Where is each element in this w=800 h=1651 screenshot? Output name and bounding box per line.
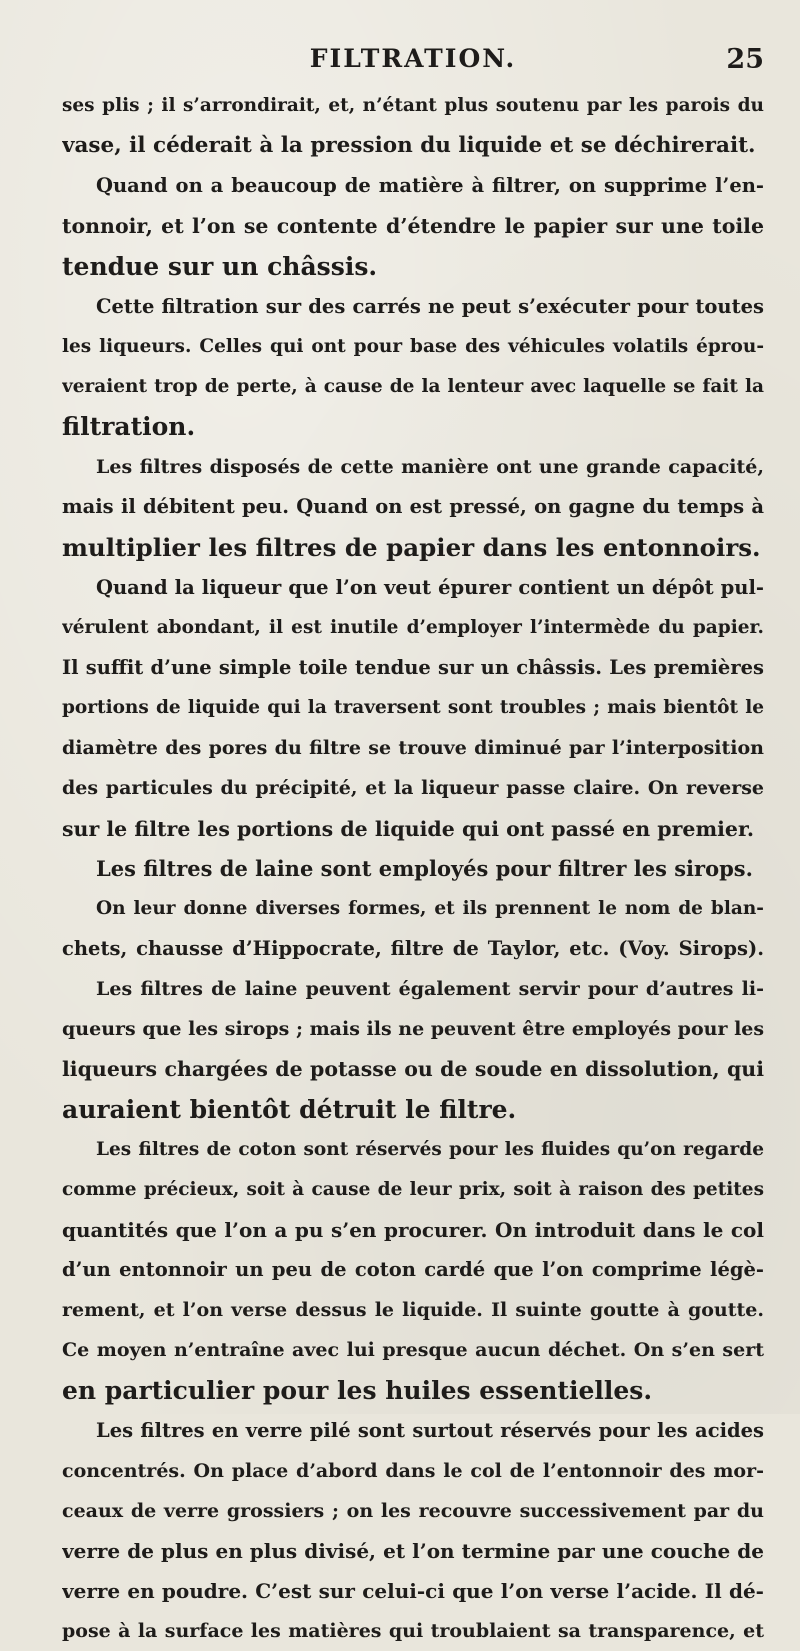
text-line: verre en poudre. C’est sur celui-ci que l’on verse l’acide. Il dé- [62, 1579, 764, 1604]
text-line: rement, et l’on verse dessus le liquide. Il suinte goutte à goutte. [62, 1299, 764, 1322]
text-line: des particules du précipité, et la liqueur passe claire. On reverse [62, 777, 764, 800]
text-line: verre de plus en plus divisé, et l’on termine par une couche de [62, 1539, 764, 1564]
text-line: Ce moyen n’entraîne avec lui presque aucun déchet. On s’en sert [62, 1339, 764, 1362]
body-text [62, 86, 764, 1651]
text-line: pose à la surface les matières qui troublaient sa transparence, et [62, 1620, 764, 1643]
text-line: Les filtres de laine sont employés pour filtrer les sirops. [96, 855, 753, 881]
text-line: On leur donne diverses formes, et ils prennent le nom de blan- [96, 897, 764, 919]
text-line: veraient trop de perte, à cause de la lenteur avec laquelle se fait la [62, 375, 764, 397]
running-head: FILTRATION. [309, 44, 517, 73]
text-line: vérulent abondant, il est inutile d’employer l’intermède du papier. [62, 616, 764, 638]
text-line: en particulier pour les huiles essentielles. [62, 1375, 653, 1405]
page-header [62, 44, 764, 84]
text-line: Quand on a beaucoup de matière à filtrer, on supprime l’en- [96, 174, 764, 198]
text-line: quantités que l’on a pu s’en procurer. On introduit dans le col [62, 1217, 764, 1242]
text-line: liqueurs chargées de potasse ou de soude en dissolution, qui [62, 1057, 764, 1082]
text-line: Les filtres disposés de cette manière ont une grande capacité, [96, 456, 764, 479]
text-line: vase, il céderait à la pression du liquide et se déchirerait. [62, 133, 756, 159]
text-line: Les filtres de coton sont réservés pour les fluides qu’on regarde [96, 1138, 764, 1160]
text-line: chets, chausse d’Hippocrate, filtre de Taylor, etc. (Voy. Sirops). [62, 936, 764, 960]
text-line: sur le filtre les portions de liquide qui ont passé en premier. [62, 816, 755, 841]
text-line: tonnoir, et l’on se contente d’étendre le papier sur une toile [62, 214, 764, 239]
page-number: 25 [726, 44, 764, 75]
text-line: d’un entonnoir un peu de coton cardé que l’on comprime légè- [62, 1258, 764, 1282]
text-line: Cette filtration sur des carrés ne peut s’exécuter pour toutes [96, 294, 764, 318]
text-line: Il suffit d’une simple toile tendue sur un châssis. Les premières [62, 655, 764, 679]
text-line: diamètre des pores du filtre se trouve diminué par l’interposition [62, 737, 764, 760]
text-line: Les filtres en verre pilé sont surtout réservés pour les acides [96, 1418, 764, 1442]
text-line: Les filtres de laine peuvent également servir pour d’autres li- [96, 978, 764, 1001]
text-line: multiplier les filtres de papier dans les entonnoirs. [62, 532, 761, 562]
text-line: queurs que les sirops ; mais ils ne peuvent être employés pour les [62, 1018, 764, 1041]
text-line: les liqueurs. Celles qui ont pour base des véhicules volatils éprou- [62, 335, 764, 357]
text-line: mais il débitent peu. Quand on est pressé, on gagne du temps à [62, 495, 764, 519]
text-line: tendue sur un châssis. [62, 251, 378, 281]
text-line: concentrés. On place d’abord dans le col de l’entonnoir des mor- [62, 1459, 764, 1482]
text-line: ceaux de verre grossiers ; on les recouvre successivement par du [62, 1499, 764, 1522]
text-line: Quand la liqueur que l’on veut épurer contient un dépôt pul- [96, 575, 764, 599]
text-line: portions de liquide qui la traversent sont troubles ; mais bientôt le [62, 697, 764, 719]
text-line: comme précieux, soit à cause de leur prix, soit à raison des petites [62, 1178, 764, 1200]
text-line: filtration. [62, 412, 196, 442]
text-line: auraient bientôt détruit le filtre. [62, 1094, 517, 1124]
text-line: ses plis ; il s’arrondirait, et, n’étant plus soutenu par les parois du [62, 95, 764, 116]
